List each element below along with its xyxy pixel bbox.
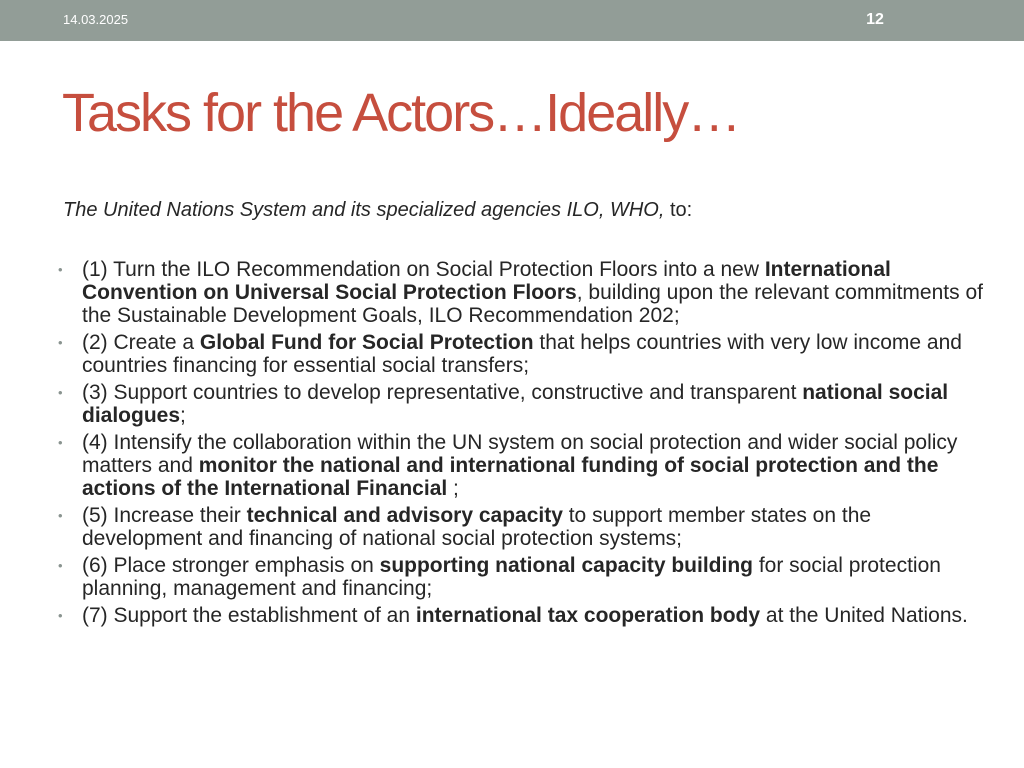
task-list bbox=[56, 258, 986, 631]
task-text: (1) Turn the ILO Recommendation on Social Protection Floors into a new bbox=[82, 258, 765, 281]
task-text: (4) Intensify the collaboration within the UN system on social protection and wider social policy matters and bbox=[82, 431, 958, 477]
slide-title: Tasks for the Actors…Ideally… bbox=[62, 83, 740, 143]
task-text: , building upon the relevant commitments of the Sustainable Development Goals, ILO Recommendation 202; bbox=[82, 281, 983, 327]
task-text: for social protection planning, management and financing; bbox=[82, 554, 941, 600]
task-item-1 bbox=[56, 258, 986, 327]
slide-number: 12 bbox=[866, 11, 884, 28]
bullet-icon: • bbox=[58, 435, 63, 450]
task-item-5 bbox=[56, 504, 986, 550]
task-item-6 bbox=[56, 554, 986, 600]
bullet-icon: • bbox=[58, 608, 63, 623]
header-bar bbox=[0, 0, 1024, 41]
task-text: (2) Create a bbox=[82, 331, 200, 354]
task-item-3 bbox=[56, 381, 986, 427]
task-text: ; bbox=[447, 477, 459, 500]
bullet-icon: • bbox=[58, 335, 63, 350]
task-item-4 bbox=[56, 431, 986, 500]
task-emphasis: technical and advisory capacity bbox=[246, 504, 563, 527]
task-emphasis: international tax cooperation body bbox=[415, 604, 761, 627]
task-item-7 bbox=[56, 604, 986, 627]
task-text: to support member states on the development and financing of national social protection systems; bbox=[82, 504, 872, 550]
task-text: (6) Place stronger emphasis on bbox=[82, 554, 380, 577]
bullet-icon: • bbox=[58, 262, 63, 277]
task-emphasis: International Convention on Universal Social Protection Floors bbox=[82, 258, 891, 304]
task-text: that helps countries with very low income and countries financing for essential social transfers; bbox=[82, 331, 962, 377]
task-text: (7) Support the establishment of an bbox=[82, 604, 416, 627]
task-text: (5) Increase their bbox=[82, 504, 247, 527]
task-emphasis: Global Fund for Social Protection bbox=[199, 331, 534, 354]
slide-date: 14.03.2025 bbox=[63, 12, 129, 27]
intro-tail: to: bbox=[664, 199, 693, 221]
intro-line bbox=[63, 199, 692, 222]
task-emphasis: national social dialogues bbox=[82, 381, 949, 427]
bullet-icon: • bbox=[58, 508, 63, 523]
intro-italic: The United Nations System and its specialized agencies ILO, WHO, bbox=[63, 199, 665, 221]
task-text: at the United Nations. bbox=[760, 604, 968, 627]
task-item-2 bbox=[56, 331, 986, 377]
task-emphasis: supporting national capacity building bbox=[379, 554, 753, 577]
bullet-icon: • bbox=[58, 558, 63, 573]
task-text: ; bbox=[180, 404, 186, 427]
task-text: (3) Support countries to develop representative, constructive and transparent bbox=[82, 381, 803, 404]
task-emphasis: monitor the national and international funding of social protection and the actions of the International Financial bbox=[82, 454, 939, 500]
bullet-icon: • bbox=[58, 385, 63, 400]
